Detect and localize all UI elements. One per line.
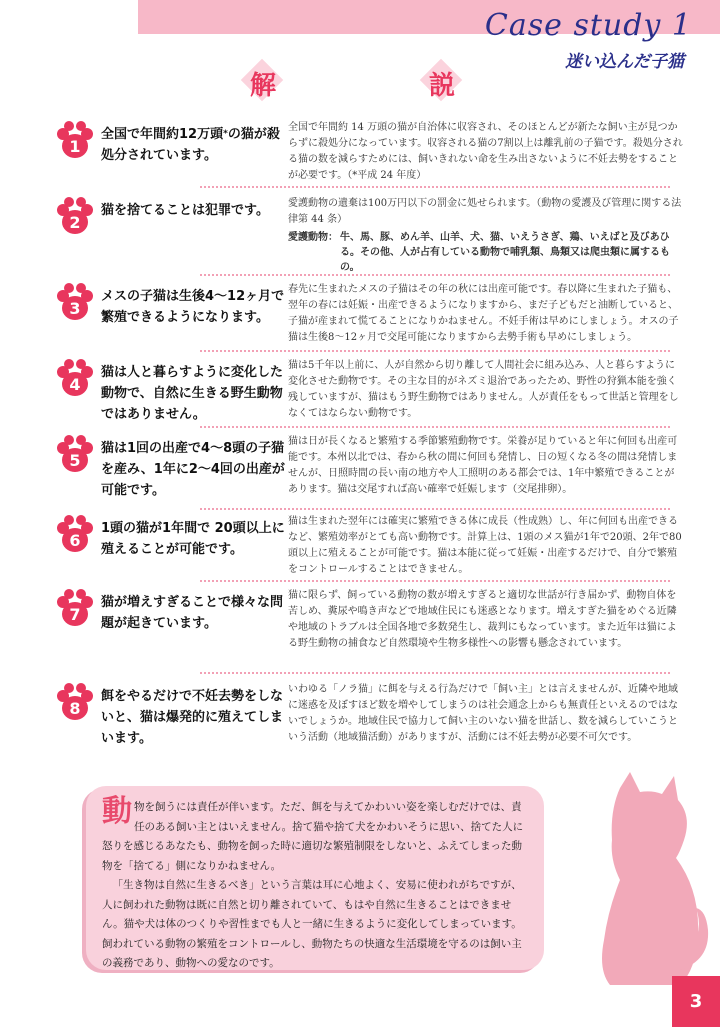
paw-number-icon [55,120,95,160]
item-body: 猫は5千年以上前に、人が自然から切り離して人間社会に組み込み、人と暮らすように変化させた動物です。その主な目的がネズミ退治であったため、野性の狩猟本能を強く残していますが、猫はもう野生動物ではありません。人が責任をもって世話と管理をしなくてはならない動物です。 [288,360,679,419]
item-body: 全国で年間約 14 万頭の猫が自治体に収容され、そのほとんどが新たな飼い主が見つからずに殺処分になっています。収容される猫の7割以上は離乳前の子猫です。殺処分される猫の数を減らすためには、飼いきれない命を生み出さないように不妊去勢をすることが必要です。（*平成 24 年度） [288,122,683,181]
section-title-setsu [423,62,461,100]
dotted-divider [200,580,670,582]
svg-text:3: 3 [69,299,81,318]
section-title-setsu-char: 説 [428,71,455,101]
paw-number-icon [55,682,95,722]
note-paragraph-1: 物を飼うには責任が伴います。ただ、餌を与えてかわいい姿を楽しむだけでは、責任のある飼い主とはいえません。捨て猫や捨て犬をかわいそうに思い、捨てた人に怒りを感じるあなたも、動物を飼った時に適切な繁殖制限をしないと、ふえてしまった動物を「捨てる」側になりかねません。 [102,801,524,872]
explanation-item-8 [55,682,685,766]
cat-silhouette-icon [580,770,710,995]
section-title-kai [244,62,282,100]
item-body: 猫は生まれた翌年には確実に繁殖できる体に成長（性成熟）し、年に何回も出産できるなど、繁殖効率がとても高い動物です。計算上は、1頭のメス猫が1年で20頭、2年で80頭以上に殖えることが可能です。猫は本能に従って妊娠・出産するだけで、自分で繁殖をコントロールすることはできません。 [288,516,682,575]
explanation-item-6 [55,514,685,580]
svg-text:5: 5 [69,451,81,470]
responsibility-note-box [86,786,544,970]
paw-number-icon [55,358,95,398]
paw-number-icon [55,282,95,322]
svg-text:8: 8 [69,699,81,718]
note-text [102,794,532,974]
item-heading: メスの子猫は生後4～12ヶ月で繁殖できるようになります。 [101,289,285,325]
paw-number-icon [55,514,95,554]
paw-number-icon [55,434,95,474]
item-heading: 猫が増えすぎることで様々な問題が起きています。 [101,595,284,631]
case-study-title: Case study 1 [484,8,692,43]
note-paragraph-2: 「生き物は自然に生きるべき」という言葉は耳に心地よく、安易に使われがちですが、人に飼われた動物は既に自然と切り離されていて、もはや自然に生きることはできません。猫や犬は体のつくりや習性までも人と一緒に生きるように変化してしまっています。飼われている動物の繁殖をコントロールし、動物たちの快適な生活環境を守るのは飼い主の義務であり、動物への愛なのです。 [102,879,522,969]
item-heading: 猫を捨てることは犯罪です。 [101,203,269,218]
paw-number-icon [55,196,95,236]
explanation-item-4 [55,358,685,428]
svg-text:1: 1 [69,137,81,156]
explanation-item-7 [55,588,685,670]
explanation-item-1 [55,120,685,190]
item-body: 春先に生まれたメスの子猫はその年の秋には出産可能です。春以降に生まれた子猫も、翌年の春には妊娠・出産できるようになりますから、まだ子どもだと油断していると、子猫が産まれて慌てることになりかねません。不妊手術は早めにしましょう。オスの子猫は生後8～12ヶ月で交尾可能になりますから去勢手術も早めにしましょう。 [288,284,679,343]
page-number: 3 [672,976,720,1027]
dotted-divider [200,426,670,428]
dotted-divider [200,186,670,188]
item-body: 猫は日が長くなると繁殖する季節繁殖動物です。栄養が足りていると年に何回も出産可能です。本州以北では、春から秋の間に何回も発情し、日の短くなる冬の間は発情しませんが、日照時間の長い南の地方や人工照明のある都会では、1年中繁殖できることがあります。猫は交尾すれば高い確率で妊娠します（交尾排卵）。 [288,436,678,495]
dotted-divider [200,350,670,352]
explanation-item-2 [55,196,685,278]
item-heading: 全国で年間約12万頭*の猫が殺処分されています。 [101,127,280,163]
item-body [288,196,684,275]
dotted-divider [200,274,670,276]
explanation-item-3 [55,282,685,352]
item-heading: 餌をやるだけで不妊去勢をしないと、猫は爆発的に殖えてしまいます。 [101,689,284,746]
item-body-text: 愛護動物の遺棄は100万円以下の罰金に処せられます。（動物の愛護及び管理に関する法律第 44 条） [288,198,682,225]
item-body: 猫に限らず、飼っている動物の数が増えすぎると適切な世話が行き届かず、動物自体を苦しめ、糞尿や鳴き声などで地域住民にも迷惑となります。増えすぎた猫をめぐる近隣や地域のトラブルは全国各地で多数発生し、裁判にもなっています。また近年は猫による野生動物の捕食など自然環境や生物多様性への影響も懸念されています。 [288,590,677,649]
list-value: 牛、馬、豚、めん羊、山羊、犬、猫、いえうさぎ、鶏、いえばと及びあひる。その他、人が占有している動物で哺乳類、鳥類又は爬虫類に属するもの。 [340,232,670,273]
svg-text:2: 2 [69,213,81,232]
dotted-divider [200,508,670,510]
section-title-kai-char: 解 [249,71,276,101]
dotted-divider [200,672,670,674]
svg-text:6: 6 [69,531,81,550]
svg-text:7: 7 [69,605,81,624]
item-heading: 1頭の猫が1年間で 20頭以上に殖えることが可能です。 [101,521,285,557]
list-label: 愛護動物： [288,232,338,243]
drop-cap: 動 [102,794,132,829]
paw-number-icon [55,588,95,628]
case-study-subtitle: 迷い込んだ子猫 [565,52,684,72]
svg-text:4: 4 [69,375,81,394]
protected-animals-list [288,230,684,275]
item-body: いわゆる「ノラ猫」に餌を与える行為だけで「飼い主」とは言えませんが、近隣や地域に迷惑を及ぼすほど数を増やしてしまうのは社会通念上からも無責任といえるのではないでしょうか。地域住民で協力して飼い主のいない猫を世話し、数を減らしていこうという活動（地域猫活動）がありますが、活動には不妊去勢が必要不可欠です。 [288,684,678,743]
item-heading: 猫は人と暮らすように変化した動物で、自然に生きる野生動物ではありません。 [101,365,284,422]
item-heading: 猫は1回の出産で4～8頭の子猫を産み、1年に2～4回の出産が可能です。 [101,441,285,498]
explanation-item-5 [55,434,685,504]
